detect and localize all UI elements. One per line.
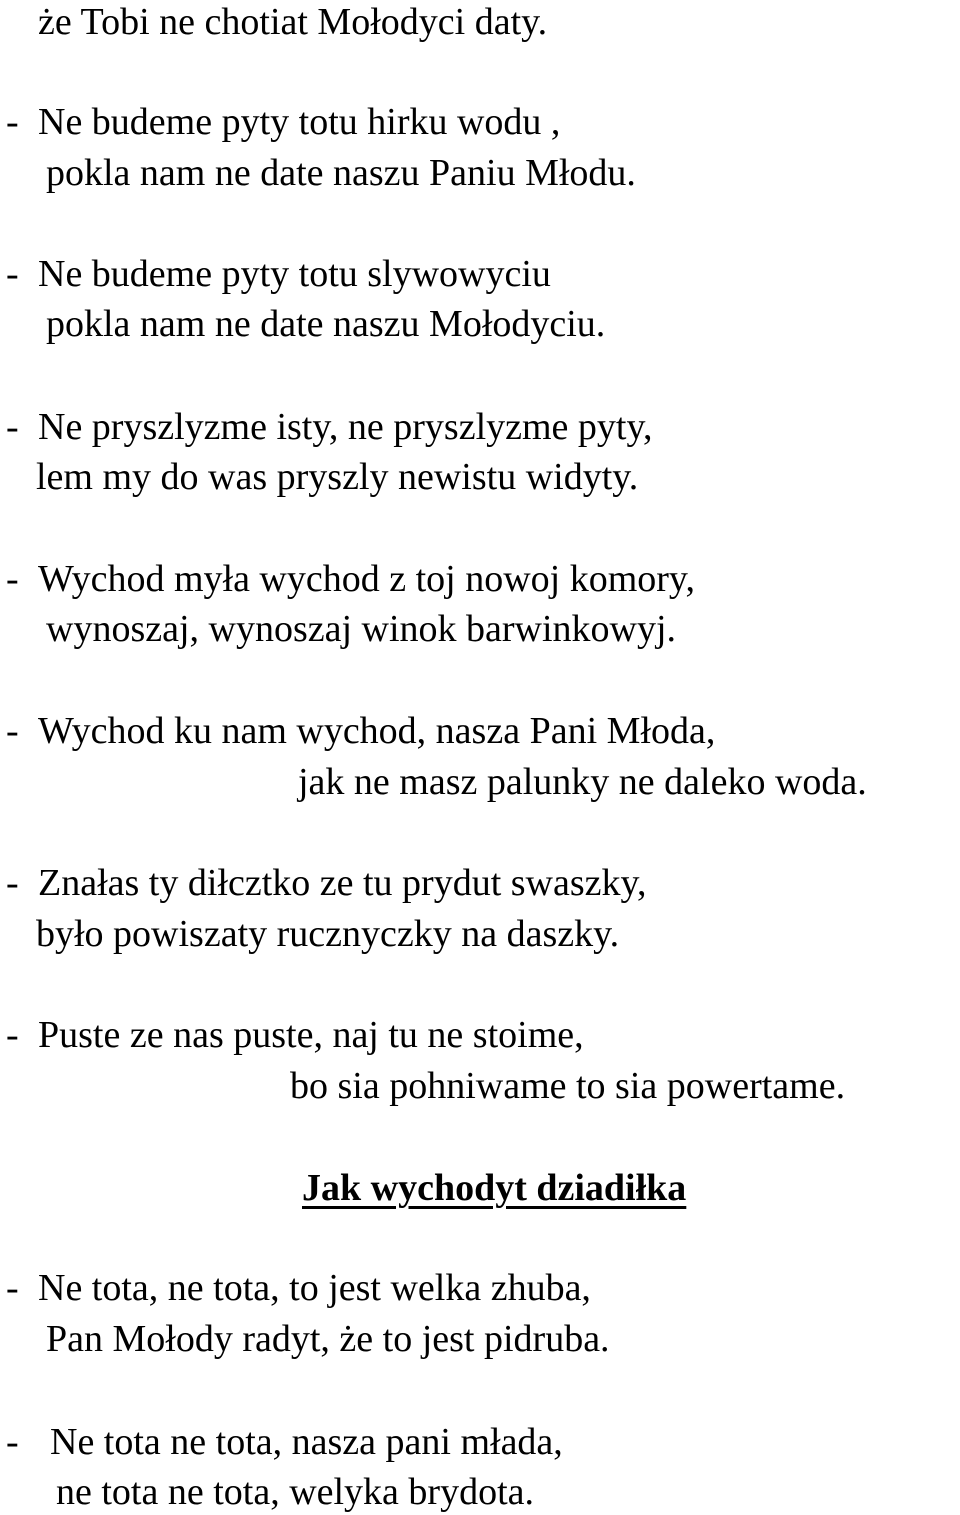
verse-dash: - [6,406,19,448]
opening-line: że Tobi ne chotiat Mołodyci daty. [38,1,548,43]
verse-dash: - [6,862,19,904]
verse-line-first: Wychod myła wychod z toj nowoj komory, [38,558,695,600]
verse-line-second: jak ne masz palunky ne daleko woda. [298,761,867,803]
verse-line-first: Ne budeme pyty totu slywowyciu [38,253,551,295]
verse-dash: - [6,558,19,600]
verse-line-second: pokla nam ne date naszu Mołodyciu. [46,303,606,345]
verse-line-second: bo sia pohniwame to sia powertame. [290,1065,846,1107]
verse-line-first: Wychod ku nam wychod, nasza Pani Młoda, [38,710,716,752]
verse-line-second: było powiszaty rucznyczky na daszky. [36,913,620,955]
verse-line-first: Ne budeme pyty totu hirku wodu , [38,101,561,143]
verse-dash: - [6,1421,19,1463]
verse-line-first: Znałas ty diłcztko ze tu prydut swaszky, [38,862,647,904]
verse-line-second: pokla nam ne date naszu Paniu Młodu. [46,152,636,194]
verse-dash: - [6,1014,19,1056]
verse-line-second: Pan Mołody radyt, że to jest pidruba. [46,1318,610,1360]
verse-line-second: ne tota ne tota, welyka brydota. [56,1471,535,1513]
verse-line-second: lem my do was pryszly newistu widyty. [36,456,639,498]
verse-line-first: Ne tota ne tota, nasza pani młada, [50,1421,563,1463]
verse-dash: - [6,101,19,143]
verse-dash: - [6,710,19,752]
verse-line-first: Ne tota, ne tota, to jest welka zhuba, [38,1267,591,1309]
verse-line-second: wynoszaj, wynoszaj winok barwinkowyj. [46,608,677,650]
verse-line-first: Ne pryszlyzme isty, ne pryszlyzme pyty, [38,406,653,448]
verse-line-first: Puste ze nas puste, naj tu ne stoime, [38,1014,584,1056]
verse-dash: - [6,1267,19,1309]
section-heading: Jak wychodyt dziadiłka [302,1167,687,1209]
verse-dash: - [6,253,19,295]
